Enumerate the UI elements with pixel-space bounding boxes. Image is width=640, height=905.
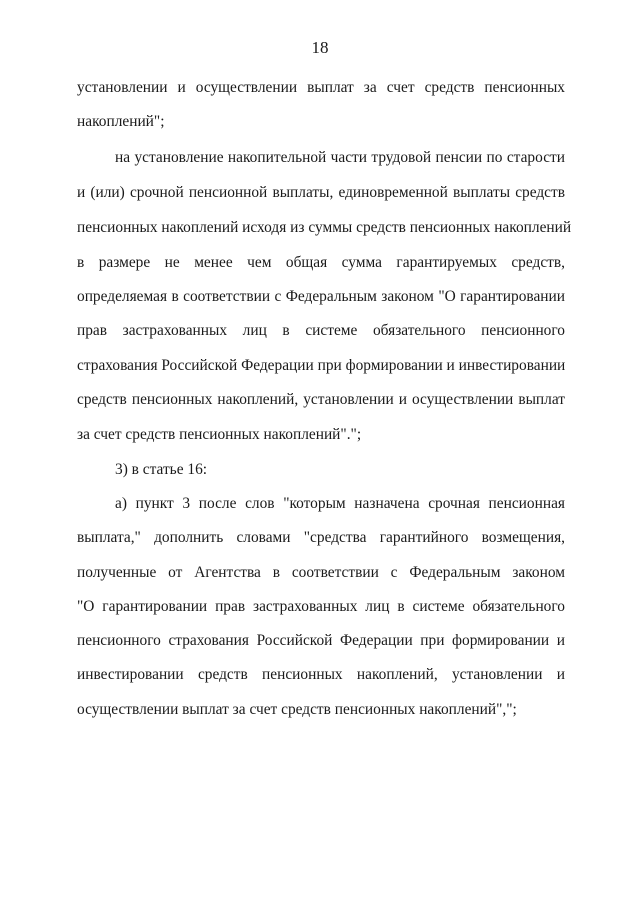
text-line: на установление накопительной части трудовой пенсии по старости [115,149,565,166]
page-number: 18 [311,38,329,57]
text-line: 3) в статье 16: [115,461,208,478]
text-line: установлении и осуществлении выплат за счет средств пенсионных [77,79,565,96]
text-line: в размере не менее чем общая сумма гарантируемых средств, [77,254,565,271]
text-line: а) пункт 3 после слов "которым назначена срочная пенсионная [115,495,565,512]
text-line: пенсионных накоплений исходя из суммы средств пенсионных накоплений [77,219,572,236]
text-line: средств пенсионных накоплений, установлении и осуществлении выплат [77,391,565,408]
text-line: пенсионного страхования Российской Федерации при формировании и [77,632,565,649]
text-line: полученные от Агентства в соответствии с Федеральным законом [77,564,565,581]
text-line: страхования Российской Федерации при формировании и инвестировании [77,357,566,374]
text-line: накоплений"; [77,113,165,130]
text-line: определяемая в соответствии с Федеральным законом "О гарантировании [77,288,565,305]
text-line: инвестировании средств пенсионных накоплений, установлении и [77,666,565,683]
text-line: "О гарантировании прав застрахованных лиц в системе обязательного [77,598,565,615]
text-line: и (или) срочной пенсионной выплаты, единовременной выплаты средств [77,184,565,201]
text-line: прав застрахованных лиц в системе обязательного пенсионного [77,322,565,339]
text-line: выплата," дополнить словами "средства гарантийного возмещения, [77,529,565,546]
text-line: за счет средств пенсионных накоплений"."; [77,426,362,443]
text-line: осуществлении выплат за счет средств пенсионных накоплений","; [77,701,517,718]
